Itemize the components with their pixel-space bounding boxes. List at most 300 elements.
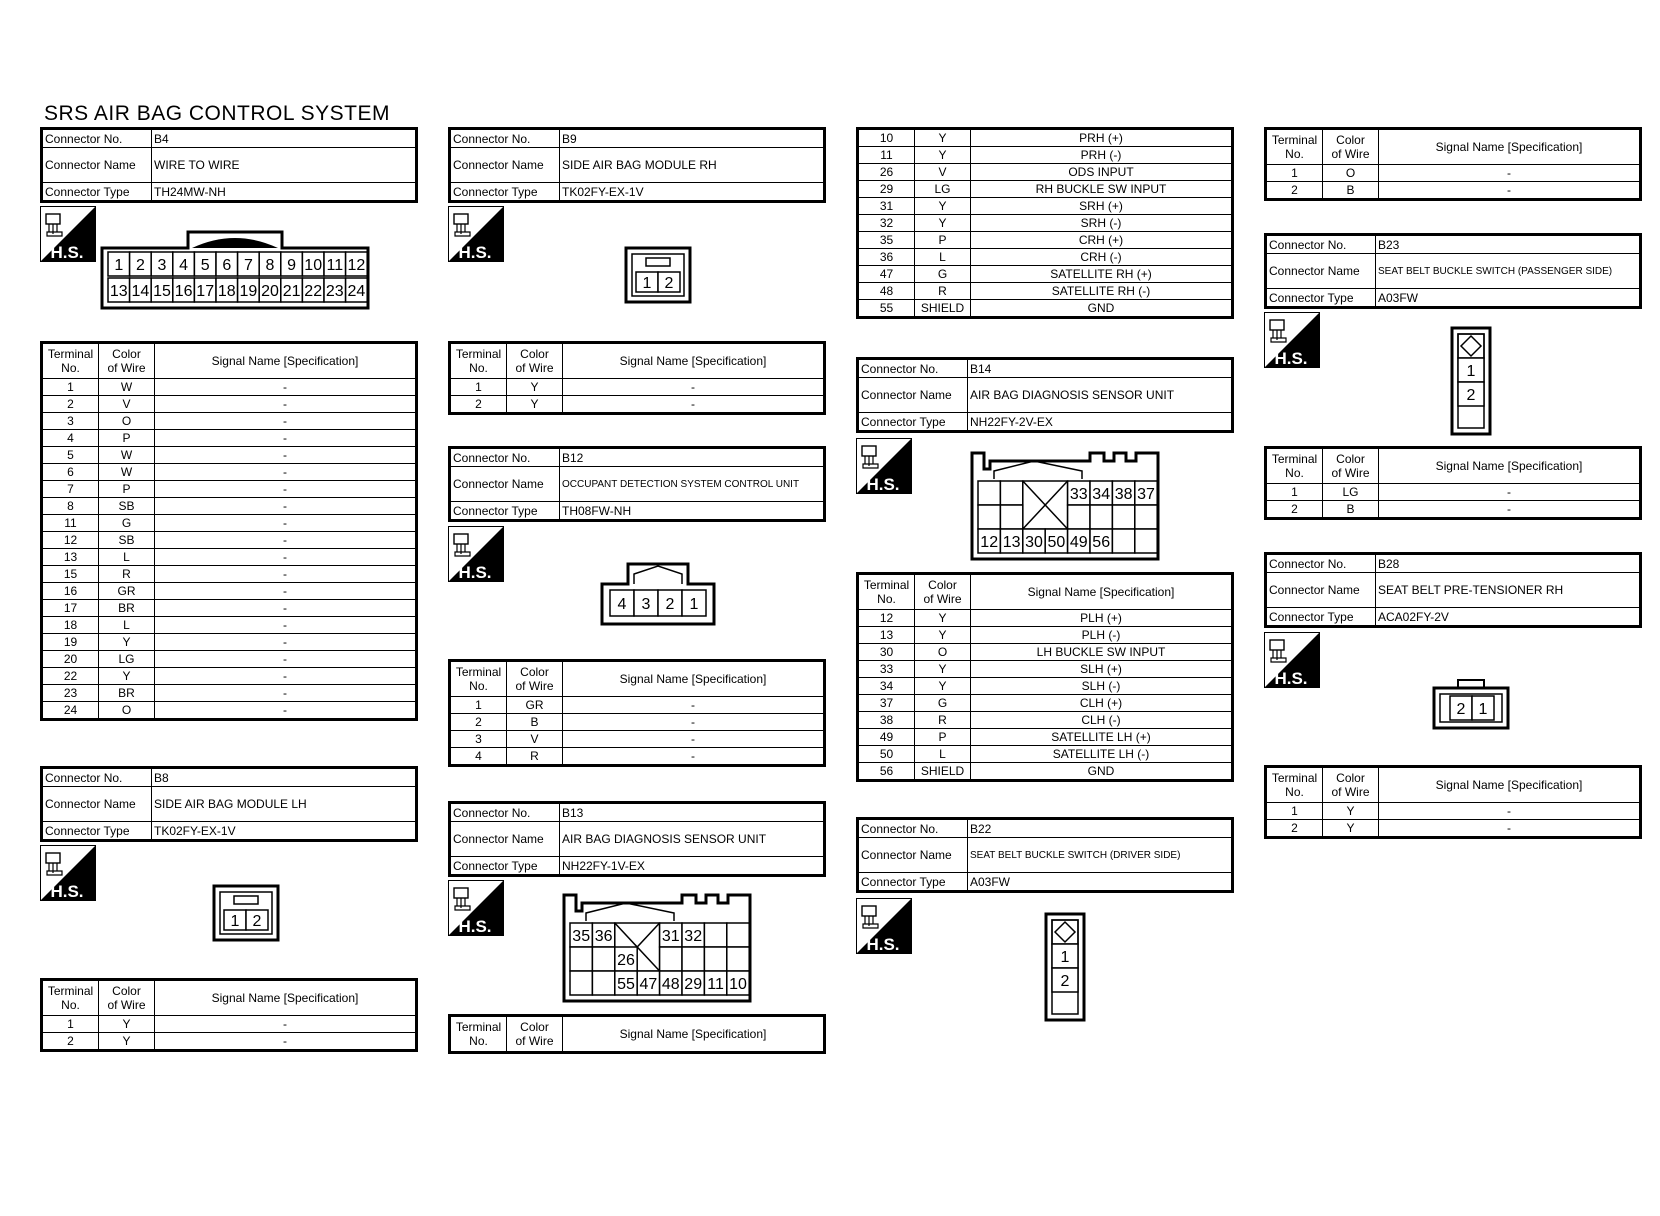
terminal-no-header [450, 343, 507, 379]
no-label: No. [469, 1034, 488, 1048]
signal-name-cell: SATELLITE LH (-) [971, 746, 1233, 763]
empty-cavity [727, 923, 749, 947]
pin-number: 8 [265, 257, 275, 274]
connector-no-value: B4 [152, 129, 417, 148]
terminal-label: Terminal [1271, 771, 1318, 785]
empty-cavity [682, 947, 704, 971]
terminal-cell: 2 [1266, 820, 1323, 838]
terminal-cell: 4 [450, 748, 507, 766]
color-label: Color [1336, 133, 1365, 147]
wire-color-cell: BR [99, 600, 155, 617]
signal-name-cell: PLH (+) [971, 610, 1233, 627]
wire-color-cell: Y [1323, 820, 1379, 838]
signal-name-header: Signal Name [Specification] [155, 343, 417, 379]
table-row [1266, 182, 1641, 200]
terminal-cell: 16 [42, 583, 99, 600]
wire-color-cell: B [1323, 182, 1379, 200]
wire-color-header [99, 343, 155, 379]
connector-b13-header [448, 801, 826, 877]
connector-no-value: B28 [1376, 554, 1641, 573]
color-label: Color [112, 347, 141, 361]
wire-color-cell: G [915, 266, 971, 283]
table-row [42, 464, 417, 481]
harness-side-icon [1264, 632, 1320, 688]
wire-color-cell: Y [915, 147, 971, 164]
table-row [858, 249, 1233, 266]
wire-color-cell: G [99, 515, 155, 532]
wire-color-cell: G [915, 695, 971, 712]
empty-cavity [1135, 505, 1157, 529]
connector-name-value: AIR BAG DIAGNOSIS SENSOR UNIT [560, 822, 825, 857]
terminal-cell: 12 [42, 532, 99, 549]
connector-type-value: A03FW [968, 873, 1233, 892]
wire-color-header [507, 661, 563, 697]
terminal-no-header [1266, 767, 1323, 803]
of-wire-label: of Wire [1331, 785, 1370, 799]
empty-cavity [1112, 529, 1134, 553]
table-row [42, 685, 417, 702]
no-label: No. [469, 679, 488, 693]
hs-label: H.S. [866, 935, 900, 954]
signal-name-cell: CLH (-) [971, 712, 1233, 729]
terminal-cell: 8 [42, 498, 99, 515]
signal-name-cell: - [563, 714, 825, 731]
of-wire-label: of Wire [515, 361, 554, 375]
pin-number: 38 [1114, 486, 1133, 503]
terminal-cell: 2 [450, 714, 507, 731]
empty-cavity [704, 947, 726, 971]
table-row [42, 1033, 417, 1051]
harness-side-icon [856, 438, 912, 494]
connector-b12-header [448, 446, 826, 522]
table-row [1266, 820, 1641, 838]
signal-name-cell: - [563, 731, 825, 748]
pin-number: 55 [617, 976, 635, 993]
signal-name-cell: CRH (-) [971, 249, 1233, 266]
connector-name-label: Connector Name [42, 787, 152, 822]
signal-name-cell: GND [971, 300, 1233, 318]
terminal-label: Terminal [455, 665, 502, 679]
empty-cavity [1000, 505, 1022, 529]
signal-name-cell: - [1379, 165, 1641, 182]
pin-number: 16 [174, 283, 193, 300]
connector-type-value: NH22FY-1V-EX [560, 857, 825, 876]
connector-name-label: Connector Name [450, 822, 560, 857]
connector-no-value: B14 [968, 359, 1233, 378]
empty-cavity [570, 947, 592, 971]
terminal-label: Terminal [1271, 452, 1318, 466]
pin-number: 11 [707, 976, 724, 993]
signal-name-header: Signal Name [Specification] [1379, 129, 1641, 165]
connector-name-label: Connector Name [858, 838, 968, 873]
wire-color-cell: L [915, 746, 971, 763]
connector-no-label: Connector No. [42, 129, 152, 148]
table-row [42, 1016, 417, 1033]
signal-name-cell: SATELLITE RH (-) [971, 283, 1233, 300]
wire-color-cell: LG [915, 181, 971, 198]
signal-name-cell: - [563, 379, 825, 396]
connector-type-value: NH22FY-2V-EX [968, 413, 1233, 432]
terminal-no-header [858, 574, 915, 610]
table-row [858, 729, 1233, 746]
table-row [858, 300, 1233, 318]
pin-number: 2 [252, 913, 262, 930]
color-label: Color [520, 665, 549, 679]
terminal-cell: 24 [42, 702, 99, 720]
color-label: Color [520, 347, 549, 361]
harness-side-icon [1264, 312, 1320, 368]
connector-name-value: SIDE AIR BAG MODULE LH [152, 787, 417, 822]
signal-name-cell: - [155, 617, 417, 634]
wire-color-cell: O [915, 644, 971, 661]
table-row [450, 396, 825, 414]
terminal-cell: 20 [42, 651, 99, 668]
pin-number: 13 [1002, 534, 1021, 551]
connector-b23-face [1450, 326, 1494, 438]
signal-name-cell: - [155, 634, 417, 651]
terminal-cell: 37 [858, 695, 915, 712]
wire-color-header [507, 343, 563, 379]
hs-label: H.S. [1274, 349, 1308, 368]
signal-name-cell: - [155, 1016, 417, 1033]
pin-number: 26 [617, 952, 635, 969]
signal-name-header: Signal Name [Specification] [1379, 767, 1641, 803]
color-label: Color [1336, 771, 1365, 785]
connector-type-value: TK02FY-EX-1V [560, 183, 825, 202]
connector-b28-face [1432, 678, 1512, 730]
connector-no-value: B12 [560, 448, 825, 467]
terminal-cell: 23 [42, 685, 99, 702]
no-label: No. [61, 998, 80, 1012]
signal-name-cell: SATELLITE LH (+) [971, 729, 1233, 746]
signal-name-cell: - [155, 379, 417, 396]
hs-label: H.S. [50, 243, 84, 262]
signal-name-cell: - [155, 396, 417, 413]
terminal-cell: 32 [858, 215, 915, 232]
wire-color-cell: R [507, 748, 563, 766]
terminal-no-header [42, 980, 99, 1016]
page-title: SRS AIR BAG CONTROL SYSTEM [44, 102, 390, 125]
terminal-cell: 13 [42, 549, 99, 566]
signal-name-cell: - [155, 702, 417, 720]
terminal-cell: 15 [42, 566, 99, 583]
table-row [858, 644, 1233, 661]
pin-number: 50 [1047, 534, 1066, 551]
terminal-cell: 11 [858, 147, 915, 164]
table-row [450, 714, 825, 731]
pin-number: 10 [304, 257, 323, 274]
connector-no-label: Connector No. [42, 768, 152, 787]
terminal-cell: 35 [858, 232, 915, 249]
signal-name-cell: - [563, 697, 825, 714]
table-row [858, 198, 1233, 215]
table-row [1266, 165, 1641, 182]
wire-color-cell: W [99, 447, 155, 464]
signal-name-cell: - [155, 600, 417, 617]
wire-color-cell: BR [99, 685, 155, 702]
empty-cavity [592, 947, 614, 971]
wire-color-cell: Y [99, 1033, 155, 1051]
pin-number: 1 [1478, 701, 1488, 718]
connector-b8-header [40, 766, 418, 842]
table-row [42, 600, 417, 617]
hs-label: H.S. [50, 882, 84, 901]
pin-number: 37 [1137, 486, 1155, 503]
wire-color-cell: GR [507, 697, 563, 714]
wire-color-cell: V [915, 164, 971, 181]
terminal-cell: 19 [42, 634, 99, 651]
connector-type-label: Connector Type [1266, 608, 1376, 627]
terminal-label: Terminal [47, 347, 94, 361]
wire-color-cell: O [1323, 165, 1379, 182]
pin-number: 14 [131, 283, 150, 300]
signal-name-cell: - [155, 685, 417, 702]
empty-cavity [1000, 481, 1022, 505]
table-row [858, 129, 1233, 147]
connector-b22-face [1044, 912, 1088, 1024]
color-label: Color [1336, 452, 1365, 466]
pin-number: 22 [304, 283, 323, 300]
no-label: No. [1285, 147, 1304, 161]
wire-color-cell: L [915, 249, 971, 266]
table-row [858, 763, 1233, 781]
terminal-cell: 13 [858, 627, 915, 644]
signal-name-cell: - [563, 748, 825, 766]
connector-no-label: Connector No. [1266, 235, 1376, 254]
signal-name-cell: - [155, 668, 417, 685]
connector-b8-face [212, 884, 282, 944]
connector-b4-table [40, 341, 418, 721]
pin-number: 33 [1069, 486, 1088, 503]
table-row [42, 668, 417, 685]
terminal-label: Terminal [1271, 133, 1318, 147]
table-row [42, 413, 417, 430]
of-wire-label: of Wire [515, 679, 554, 693]
wire-color-cell: P [915, 232, 971, 249]
table-row [858, 678, 1233, 695]
terminal-cell: 38 [858, 712, 915, 729]
connector-name-label: Connector Name [1266, 254, 1376, 289]
terminal-cell: 56 [858, 763, 915, 781]
connector-b23-header [1264, 233, 1642, 309]
pin-number: 1 [642, 275, 652, 292]
wire-color-cell: Y [507, 396, 563, 414]
wire-color-cell: R [915, 283, 971, 300]
connector-b28-header [1264, 552, 1642, 628]
signal-name-cell: PLH (-) [971, 627, 1233, 644]
connector-no-label: Connector No. [858, 359, 968, 378]
of-wire-label: of Wire [107, 998, 146, 1012]
signal-name-cell: - [155, 566, 417, 583]
harness-side-icon [40, 206, 96, 262]
signal-name-header: Signal Name [Specification] [971, 574, 1233, 610]
color-label: Color [928, 578, 957, 592]
hs-label: H.S. [1274, 669, 1308, 688]
wire-color-cell: SHIELD [915, 763, 971, 781]
no-label: No. [1285, 466, 1304, 480]
of-wire-label: of Wire [107, 361, 146, 375]
terminal-no-header [1266, 448, 1323, 484]
terminal-cell: 55 [858, 300, 915, 318]
connector-no-label: Connector No. [858, 819, 968, 838]
connector-b13-table-header [448, 1014, 826, 1054]
signal-name-cell: PRH (-) [971, 147, 1233, 164]
wire-color-cell: Y [99, 634, 155, 651]
pin-number: 2 [1060, 973, 1070, 990]
pin-number: 1 [1060, 949, 1070, 966]
wire-color-cell: Y [915, 678, 971, 695]
terminal-cell: 4 [42, 430, 99, 447]
pin-number: 35 [572, 928, 591, 945]
pin-number: 49 [1069, 534, 1088, 551]
table-row [42, 481, 417, 498]
no-label: No. [1285, 785, 1304, 799]
wire-color-cell: SB [99, 532, 155, 549]
connector-type-label: Connector Type [450, 183, 560, 202]
connector-name-value: SIDE AIR BAG MODULE RH [560, 148, 825, 183]
empty-cavity [727, 947, 749, 971]
table-row [858, 266, 1233, 283]
pin-number: 1 [1466, 363, 1476, 380]
terminal-cell: 2 [42, 396, 99, 413]
wire-color-cell: P [99, 430, 155, 447]
wire-color-header [507, 1016, 563, 1053]
color-label: Color [520, 1020, 549, 1034]
connector-b22-header [856, 817, 1234, 893]
table-row [858, 661, 1233, 678]
terminal-cell: 5 [42, 447, 99, 464]
terminal-cell: 48 [858, 283, 915, 300]
connector-type-label: Connector Type [858, 873, 968, 892]
pin-number: 29 [684, 976, 703, 993]
pin-number: 9 [287, 257, 297, 274]
wire-color-cell: Y [915, 661, 971, 678]
hs-label: H.S. [458, 243, 492, 262]
table-row [42, 634, 417, 651]
signal-name-cell: - [155, 447, 417, 464]
wire-color-cell: P [99, 481, 155, 498]
connector-b9-header [448, 127, 826, 203]
pin-number: 56 [1092, 534, 1111, 551]
signal-name-cell: - [155, 413, 417, 430]
terminal-cell: 3 [450, 731, 507, 748]
table-row [42, 447, 417, 464]
terminal-cell: 22 [42, 668, 99, 685]
signal-name-header: Signal Name [Specification] [1379, 448, 1641, 484]
signal-name-header: Signal Name [Specification] [563, 661, 825, 697]
wire-color-header [1323, 448, 1379, 484]
wire-color-cell: Y [915, 198, 971, 215]
signal-name-cell: SATELLITE RH (+) [971, 266, 1233, 283]
connector-b8-table [40, 978, 418, 1052]
harness-side-icon [448, 880, 504, 936]
wire-color-cell: W [99, 464, 155, 481]
connector-b14-header [856, 357, 1234, 433]
pin-number: 4 [617, 596, 627, 613]
connector-type-label: Connector Type [42, 822, 152, 841]
connector-no-value: B8 [152, 768, 417, 787]
signal-name-cell: - [155, 430, 417, 447]
harness-side-icon [448, 526, 504, 582]
connector-no-value: B23 [1376, 235, 1641, 254]
pin-number: 23 [325, 283, 344, 300]
table-row [858, 164, 1233, 181]
connector-b4-header [40, 127, 418, 203]
signal-name-cell: - [155, 498, 417, 515]
table-row [858, 712, 1233, 729]
table-row [858, 746, 1233, 763]
pin-number: 4 [179, 257, 189, 274]
pin-number: 7 [243, 257, 253, 274]
signal-name-cell: PRH (+) [971, 129, 1233, 147]
wire-color-cell: Y [915, 129, 971, 147]
wire-color-cell: LG [1323, 484, 1379, 501]
connector-b13-face [562, 893, 754, 1005]
pin-number: 20 [261, 283, 279, 300]
connector-no-value: B22 [968, 819, 1233, 838]
connector-name-value: SEAT BELT BUCKLE SWITCH (PASSENGER SIDE) [1376, 254, 1641, 289]
signal-name-cell: CLH (+) [971, 695, 1233, 712]
signal-name-header: Signal Name [Specification] [155, 980, 417, 1016]
wire-color-header [1323, 129, 1379, 165]
connector-name-value: AIR BAG DIAGNOSIS SENSOR UNIT [968, 378, 1233, 413]
pin-number: 6 [222, 257, 232, 274]
signal-name-cell: RH BUCKLE SW INPUT [971, 181, 1233, 198]
connector-no-value: B9 [560, 129, 825, 148]
harness-side-icon [856, 898, 912, 954]
pin-number: 2 [665, 596, 675, 613]
terminal-cell: 1 [1266, 165, 1323, 182]
pin-number: 2 [135, 257, 145, 274]
connector-type-value: A03FW [1376, 289, 1641, 308]
table-row [42, 651, 417, 668]
signal-name-cell: - [155, 1033, 417, 1051]
table-row [42, 566, 417, 583]
terminal-label: Terminal [863, 578, 910, 592]
terminal-cell: 6 [42, 464, 99, 481]
signal-name-cell: - [155, 515, 417, 532]
table-row [858, 283, 1233, 300]
connector-name-label: Connector Name [450, 467, 560, 502]
table-row [42, 583, 417, 600]
pin-number: 1 [230, 913, 240, 930]
pin-number: 13 [109, 283, 128, 300]
connector-b14-table [856, 572, 1234, 782]
table-row [42, 702, 417, 720]
connector-type-value: ACA02FY-2V [1376, 608, 1641, 627]
pin-number: 17 [196, 283, 215, 300]
wire-color-cell: L [99, 549, 155, 566]
connector-type-label: Connector Type [450, 857, 560, 876]
pin-number: 18 [217, 283, 236, 300]
connector-b12-face [600, 562, 716, 628]
signal-name-cell: LH BUCKLE SW INPUT [971, 644, 1233, 661]
terminal-cell: 50 [858, 746, 915, 763]
pin-number: 3 [157, 257, 167, 274]
wire-color-cell: Y [99, 1016, 155, 1033]
connector-name-value: SEAT BELT BUCKLE SWITCH (DRIVER SIDE) [968, 838, 1233, 873]
terminal-cell: 1 [450, 697, 507, 714]
wire-color-cell: Y [915, 610, 971, 627]
wire-color-cell: V [99, 396, 155, 413]
harness-side-icon [40, 845, 96, 901]
wire-color-cell: V [507, 731, 563, 748]
signal-name-cell: - [1379, 820, 1641, 838]
connector-b14-face [970, 451, 1162, 563]
pin-number: 32 [684, 928, 703, 945]
signal-name-cell: SRH (+) [971, 198, 1233, 215]
of-wire-label: of Wire [1331, 147, 1370, 161]
